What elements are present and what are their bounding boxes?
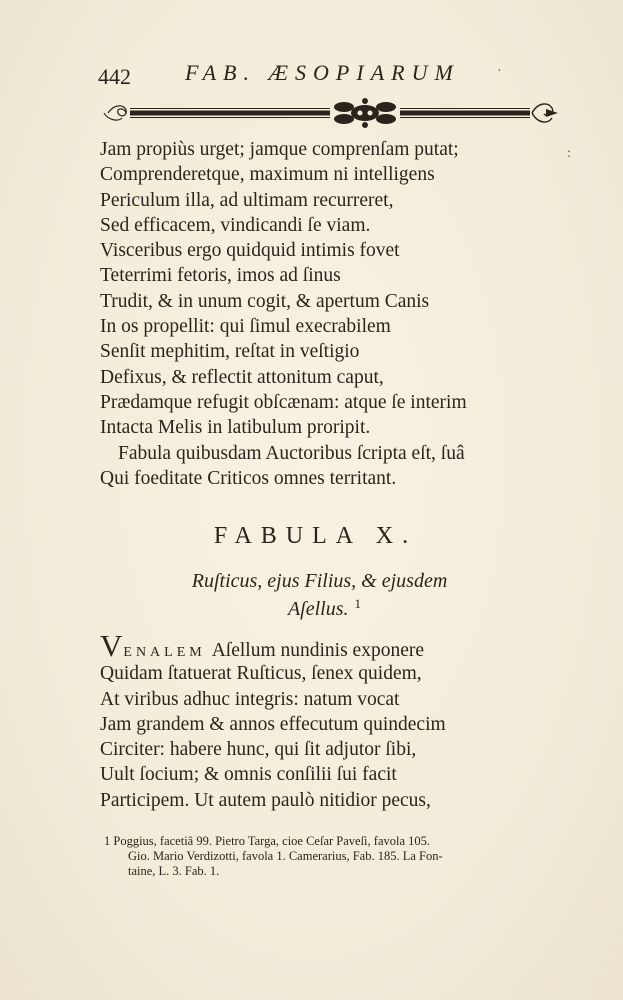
margin-mark: : — [567, 146, 571, 161]
first-line-rest: Aſellum nundinis exponere — [211, 640, 425, 661]
first-word-smallcaps: ENALEM — [123, 645, 206, 660]
verse-line: Jam propiùs urget; jamque comprenſam putat; — [100, 139, 459, 160]
fable-title-line-1: Ruſticus, ejus Filius, & ejusdem — [191, 570, 448, 592]
verse-line: Defixus, & reflectit attonitum caput, — [100, 366, 384, 388]
verse-line: Senſit mephitim, reſtat in veſtigio — [100, 341, 360, 363]
decorative-rule-ornament — [100, 96, 560, 130]
footnote-reference: 1 — [354, 596, 362, 611]
verse-line: Teterrimi fetoris, imos ad ſinus — [100, 265, 341, 287]
verse-first-line — [100, 628, 446, 663]
verse-line: At viribus adhuc integris: natum vocat — [100, 688, 400, 710]
verse-line: Intacta Melis in latibulum proripit. — [100, 417, 371, 439]
footnote-line: Gio. Mario Verdizotti, favola 1. Camerarius, Fab. 185. La Fon- — [128, 849, 443, 863]
verse-line: Qui foeditate Criticos omnes territant. — [100, 467, 397, 489]
header-dot-mark: · — [497, 64, 502, 79]
verse-line: Participem. Ut autem paulò nitidior pecus, — [100, 789, 431, 811]
footnote — [104, 834, 574, 879]
page-number: 442 — [98, 64, 131, 89]
drop-cap: V — [100, 628, 123, 663]
fable-verse — [100, 628, 446, 813]
fable-heading: FABULA X. — [213, 523, 418, 549]
verse-line: Uult ſocium; & omnis conſilii ſui facit — [100, 764, 397, 786]
verse-line: Trudit, & in unum cogit, & apertum Canis — [100, 290, 430, 312]
fable-title-text: Aſellus. — [287, 598, 349, 620]
verse-line: Comprenderetque, maximum ni intelligens — [100, 164, 435, 186]
verse-continuation — [100, 137, 467, 491]
verse-line: Visceribus ergo quidquid intimis fovet — [100, 240, 400, 262]
verse-line: Jam grandem & annos effecutum quindecim — [100, 713, 446, 735]
verse-line: Prædamque refugit obſcænam: atque ſe interim — [100, 391, 467, 413]
verse-line: Fabula quibusdam Auctoribus ſcripta eſt, ſuâ — [118, 442, 465, 464]
footnote-line: taine, L. 3. Fab. 1. — [128, 864, 220, 878]
verse-line: Sed efficacem, vindicandi ſe viam. — [100, 214, 371, 236]
verse-line: Quidam ſtatuerat Ruſticus, ſenex quidem, — [100, 663, 422, 685]
verse-line: Circiter: habere hunc, qui ſit adjutor ſibi, — [100, 739, 417, 761]
footnote-line: 1 Poggius, facetiâ 99. Pietro Targa, cioe Ceſar Paveſi, favola 105. — [104, 834, 431, 848]
verse-line: In os propellit: qui ſimul execrabilem — [100, 316, 391, 338]
fable-title-line-2 — [0, 596, 623, 621]
verse-line: Periculum illa, ad ultimam recurreret, — [100, 189, 394, 211]
running-head: FAB. ÆSOPIARUM — [185, 60, 460, 85]
